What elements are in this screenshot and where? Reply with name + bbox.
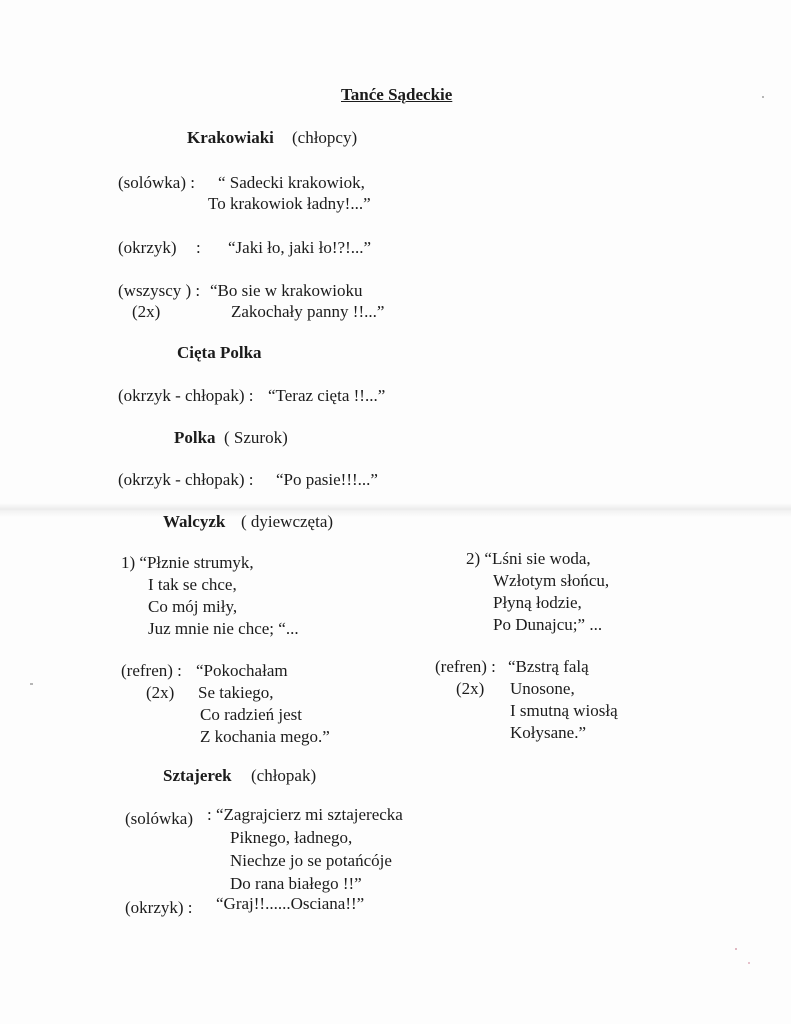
sztajerek-note: (chłopak) (251, 766, 317, 785)
repeat-marker: (2x) (146, 683, 175, 702)
scan-speck (30, 683, 33, 685)
refren-line: “Pokochałam (196, 661, 288, 680)
paper-fold-line (0, 503, 791, 517)
wszyscy-line: “Bo sie w krakowioku (210, 281, 363, 300)
solowka-line: Piknego, ładnego, (230, 828, 353, 847)
repeat-marker: (2x) (456, 679, 485, 698)
refren-line: Kołysane.” (510, 723, 587, 742)
verse1-line: 1) “Płznie strumyk, (121, 553, 254, 572)
okrzyk-colon: : (196, 238, 201, 257)
wszyscy-label: (wszyscy ) : (118, 281, 201, 300)
okrzyk-label: (okrzyk) : (125, 898, 193, 917)
walczyk-heading: Walcyzk (163, 512, 226, 531)
scan-speck (748, 962, 750, 964)
refren-line: “Bzstrą falą (508, 657, 589, 676)
solowka-label: (solówka) : (118, 173, 195, 192)
refren-line: I smutną wiosłą (510, 701, 618, 720)
solowka-line: : “Zagrajcierz mi sztajerecka (207, 805, 403, 824)
solowka-label: (solówka) (125, 809, 193, 828)
krakowiaki-note: (chłopcy) (292, 128, 358, 147)
solowka-line: Do rana białego !!” (230, 874, 362, 893)
solowka-line: Niechze jo se potańcóje (230, 851, 392, 870)
scan-speck (735, 948, 737, 950)
verse1-line: Juz mnie nie chce; “... (148, 619, 299, 638)
wszyscy-line: Zakochały panny !!...” (231, 302, 385, 321)
walczyk-note: ( dyiewczęta) (241, 512, 334, 531)
polka-heading: Polka (174, 428, 216, 447)
okrzyk-label: (okrzyk) (118, 238, 177, 257)
refren-line: Co radzień jest (200, 705, 302, 724)
refren-line: Se takiego, (198, 683, 274, 702)
polka-note: ( Szurok) (224, 428, 288, 447)
okrzyk-text: “Jaki ło, jaki ło!?!...” (228, 238, 372, 257)
krakowiaki-heading: Krakowiaki (187, 128, 274, 147)
refren-line: Unosone, (510, 679, 575, 698)
verse2-line: Płyną łodzie, (493, 593, 582, 612)
verse2-line: Po Dunajcu;” ... (493, 615, 603, 634)
repeat-marker: (2x) (132, 302, 161, 321)
okrzyk-text: “Po pasie!!!...” (276, 470, 378, 489)
verse1-line: I tak se chce, (148, 575, 237, 594)
okrzyk-label: (okrzyk - chłopak) : (118, 470, 254, 489)
cieta-polka-heading: Cięta Polka (177, 343, 262, 362)
scan-speck (762, 96, 764, 98)
document-title: Tanće Sądeckie (341, 85, 453, 104)
okrzyk-label: (okrzyk - chłopak) : (118, 386, 254, 405)
verse2-line: Wzłotym słońcu, (493, 571, 610, 590)
okrzyk-text: “Teraz cięta !!...” (268, 386, 386, 405)
solowka-line: “ Sadecki krakowiok, (218, 173, 365, 192)
refren-line: Z kochania mego.” (200, 727, 330, 746)
sztajerek-heading: Sztajerek (163, 766, 232, 785)
refren-label: (refren) : (435, 657, 496, 676)
verse1-line: Co mój miły, (148, 597, 238, 616)
refren-label: (refren) : (121, 661, 182, 680)
verse2-line: 2) “Lśni sie woda, (466, 549, 591, 568)
okrzyk-text: “Graj!!......Osciana!!” (216, 894, 365, 913)
solowka-line: To krakowiok ładny!...” (208, 194, 371, 213)
